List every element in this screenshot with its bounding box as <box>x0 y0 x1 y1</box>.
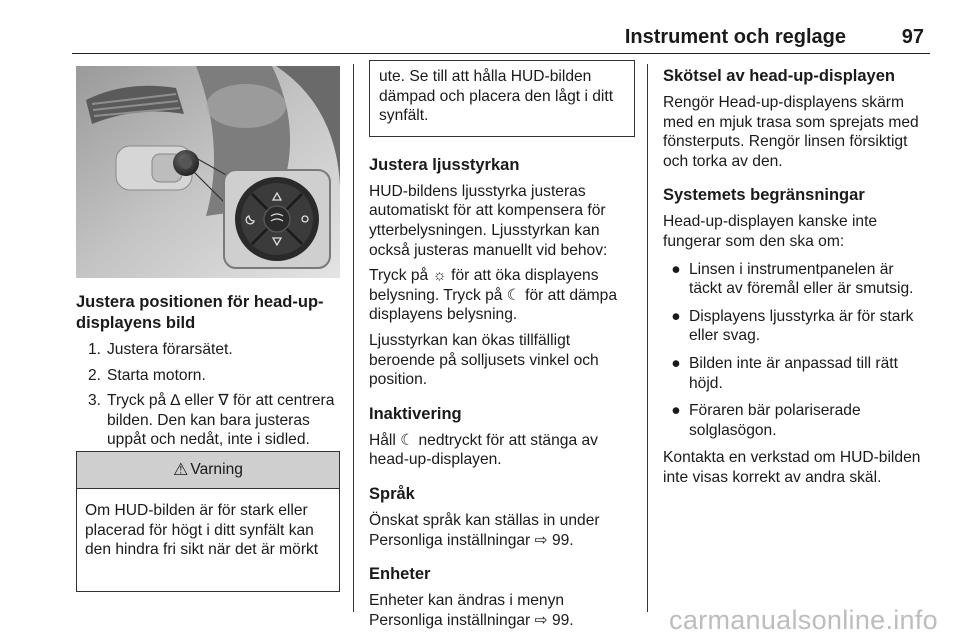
warning-title: Varning <box>190 461 243 478</box>
paragraph: Ljusstyrkan kan ökas tillfälligt beroende på solljusets vinkel och position. <box>369 331 599 389</box>
watermark: carmanualsonline.info <box>669 605 938 635</box>
step-text: Justera förarsätet. <box>107 341 233 358</box>
bullet-text: Bilden inte är anpassad till rätt höjd. <box>689 354 898 392</box>
warning-icon: ⚠ <box>173 460 189 480</box>
warning-header <box>77 451 339 489</box>
header-rule <box>72 53 930 54</box>
step-text: Tryck på ∆ eller ∇ för att centrera bilden. Den kan bara justeras uppåt och nedåt, inte i sidled. <box>107 392 335 449</box>
paragraph: Head-up-displayen kanske inte fungerar som den ska om: <box>663 213 878 250</box>
section-heading: Systemets begränsningar <box>663 186 865 205</box>
list-item <box>76 366 340 386</box>
list-item <box>663 354 927 393</box>
step-number: 1. <box>87 341 101 358</box>
steps-list <box>76 340 340 450</box>
column-3 <box>663 66 927 488</box>
bullet-text: Displayens ljusstyrka är för stark eller svag. <box>689 307 914 345</box>
header-title: Instrument och reglage <box>624 26 846 48</box>
section-heading: Enheter <box>369 565 431 584</box>
warning-continuation: ute. Se till att hålla HUD-bilden dämpad och placera den lågt i ditt synfält. <box>369 60 635 137</box>
section-heading: Justera ljusstyrkan <box>369 155 520 174</box>
warning-box <box>76 451 340 592</box>
section-heading: Justera positionen för head-up-displayens bild <box>76 293 324 332</box>
list-item <box>663 260 927 299</box>
step-number: 2. <box>87 366 101 384</box>
paragraph: Rengör Head-up-displayens skärm med en mjuk trasa som sprejats med fönsterputs. Rengör linsen försiktigt och torka av den. <box>663 94 919 170</box>
section-heading: Språk <box>369 484 415 503</box>
step-number: 3. <box>87 392 101 410</box>
warning-text: Om HUD-bilden är för stark eller placerad för högt i ditt synfält kan den hindra fri sikt när det är mörkt <box>85 502 319 559</box>
paragraph: HUD-bildens ljusstyrka justeras automatiskt för att kompensera för ytterbelysningen. Ljusstyrkan kan också justeras manuellt vid behov: <box>369 182 608 259</box>
paragraph: Enheter kan ändras i menyn Personliga inställningar ⇨ 99. <box>369 592 574 629</box>
bullet-text: Föraren bär polariserade solglasögon. <box>689 402 861 439</box>
section-heading: Skötsel av head-up-displayen <box>663 67 895 85</box>
paragraph: Kontakta en verkstad om HUD-bilden inte visas korrekt av andra skäl. <box>663 449 921 486</box>
column-2 <box>369 64 633 630</box>
step-text: Starta motorn. <box>107 366 206 384</box>
list-item <box>76 340 340 360</box>
bullet-icon: ● <box>671 402 681 420</box>
list-item <box>76 391 340 450</box>
bullet-list <box>663 260 927 441</box>
list-item <box>663 401 927 440</box>
bullet-icon: ● <box>671 307 681 325</box>
column-divider <box>353 64 354 612</box>
paragraph: Önskat språk kan ställas in under Personliga inställningar ⇨ 99. <box>369 511 600 549</box>
paragraph: Tryck på ☼ för att öka displayens belysning. Tryck på ☾ för att dämpa displayens belysning. <box>369 267 617 324</box>
hud-control-photo <box>76 66 340 278</box>
column-1 <box>76 292 340 450</box>
bullet-icon: ● <box>671 260 681 278</box>
bullet-icon: ● <box>671 354 681 372</box>
paragraph: Håll ☾ nedtryckt för att stänga av head-up-displayen. <box>369 431 598 469</box>
bullet-text: Linsen i instrumentpanelen är täckt av föremål eller är smutsig. <box>689 260 914 298</box>
page-header <box>72 24 930 52</box>
section-heading: Inaktivering <box>369 404 462 423</box>
column-divider <box>647 64 648 612</box>
list-item <box>663 307 927 346</box>
page-number: 97 <box>901 26 924 48</box>
